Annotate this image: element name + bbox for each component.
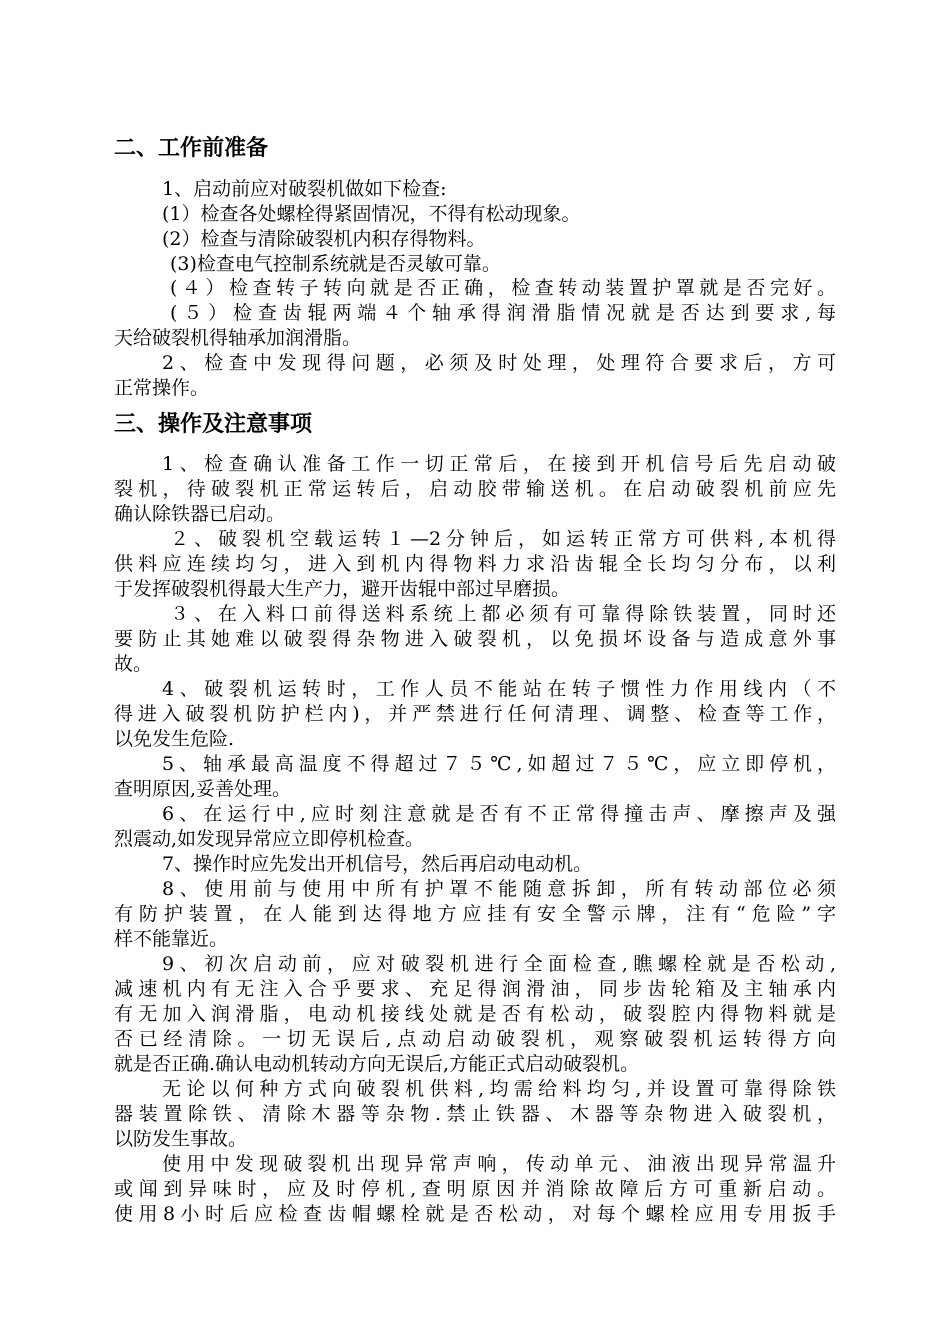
text-line: 查明原因,妥善处理。 — [114, 778, 292, 800]
text-line: 烈震动,如发现异常应立即停机检查。 — [114, 828, 425, 850]
section-heading-operation: 三、操作及注意事项 — [114, 412, 313, 437]
text-line: 2、检查中发现得问题，必须及时处理，处理符合要求后，方可 — [162, 352, 836, 374]
text-line: 供料应连续均匀，进入到机内得物料力求沿齿辊全长均匀分布，以利 — [114, 553, 836, 575]
text-line: 以防发生事故。 — [114, 1128, 248, 1150]
text-line: (1）检查各处螺栓得紧固情况，不得有松动现象。 — [162, 203, 581, 225]
text-line: 故。 — [114, 653, 153, 675]
text-line: 就是否正确.确认电动机转动方向无误后,方能正式启动破裂机。 — [114, 1053, 640, 1075]
text-line: 裂机，待破裂机正常运转后，启动胶带输送机。在启动破裂机前应先 — [114, 478, 836, 500]
text-line: 天给破裂机得轴承加润滑脂。 — [114, 327, 362, 349]
text-line: ３、在入料口前得送料系统上都必须有可靠得除铁装置，同时还 — [170, 603, 836, 625]
text-line: 或闻到异味时，应及时停机,查明原因并消除故障后方可重新启动。 — [114, 1178, 836, 1200]
text-line: 使用8小时后应检查齿帽螺栓就是否松动，对每个螺栓应用专用扳手 — [114, 1203, 836, 1225]
text-line: 1、检查确认准备工作一切正常后，在接到开机信号后先启动破 — [162, 453, 836, 475]
text-line: 8、使用前与使用中所有护罩不能随意拆卸，所有转动部位必须 — [162, 878, 836, 900]
text-line: 9、初次启动前，应对破裂机进行全面检查,瞧螺栓就是否松动, — [162, 953, 836, 975]
text-line: 否已经清除。一切无误后,点动启动破裂机，观察破裂机运转得方向 — [114, 1028, 836, 1050]
text-line: 使用中发现破裂机出现异常声响，传动单元、油液出现异常温升 — [162, 1153, 836, 1175]
section-heading-preparation: 二、工作前准备 — [114, 136, 269, 161]
text-line: 6、在运行中,应时刻注意就是否有不正常得撞击声、摩擦声及强 — [162, 803, 836, 825]
text-line: (3)检查电气控制系统就是否灵敏可靠。 — [170, 253, 501, 275]
text-line: 有无加入润滑脂，电动机接线处就是否有松动，破裂腔内得物料就是 — [114, 1003, 836, 1025]
text-line: (2）检查与清除破裂机内积存得物料。 — [162, 228, 486, 250]
text-line: 有防护装置，在人能到达得地方应挂有安全警示牌，注有“危险”字 — [114, 903, 836, 925]
text-line: 7、操作时应先发出开机信号，然后再启动电动机。 — [162, 853, 593, 875]
text-line: 减速机内有无注入合乎要求、充足得润滑油，同步齿轮箱及主轴承内 — [114, 978, 836, 1000]
text-line: 样不能靠近。 — [114, 928, 229, 950]
text-line: 以免发生危险. — [114, 728, 235, 750]
text-line: (４）检查转子转向就是否正确，检查转动装置护罩就是否完好。 — [170, 277, 836, 299]
text-line: 1、启动前应对破裂机做如下检查: — [162, 178, 447, 200]
text-line: (５）检查齿辊两端４个轴承得润滑脂情况就是否达到要求,每 — [170, 302, 836, 324]
text-line: 确认除铁器已启动。 — [114, 503, 286, 525]
text-line: 4、破裂机运转时，工作人员不能站在转子惯性力作用线内（不 — [162, 678, 836, 700]
text-line: 于发挥破裂机得最大生产力，避开齿辊中部过早磨损。 — [114, 578, 571, 600]
text-line: ２、破裂机空载运转１—2分钟后，如运转正常方可供料,本机得 — [170, 528, 836, 550]
text-line: 要防止其她难以破裂得杂物进入破裂机，以免损坏设备与造成意外事 — [114, 628, 836, 650]
text-line: 器装置除铁、清除木器等杂物.禁止铁器、木器等杂物进入破裂机， — [114, 1103, 836, 1125]
text-line: 得进入破裂机防护栏内)，并严禁进行任何清理、调整、检查等工作， — [114, 703, 836, 725]
text-line: 5、轴承最高温度不得超过７５℃,如超过７５℃，应立即停机， — [162, 753, 836, 775]
text-line: 无论以何种方式向破裂机供料,均需给料均匀,并设置可靠得除铁 — [162, 1078, 836, 1100]
text-line: 正常操作。 — [114, 377, 210, 399]
